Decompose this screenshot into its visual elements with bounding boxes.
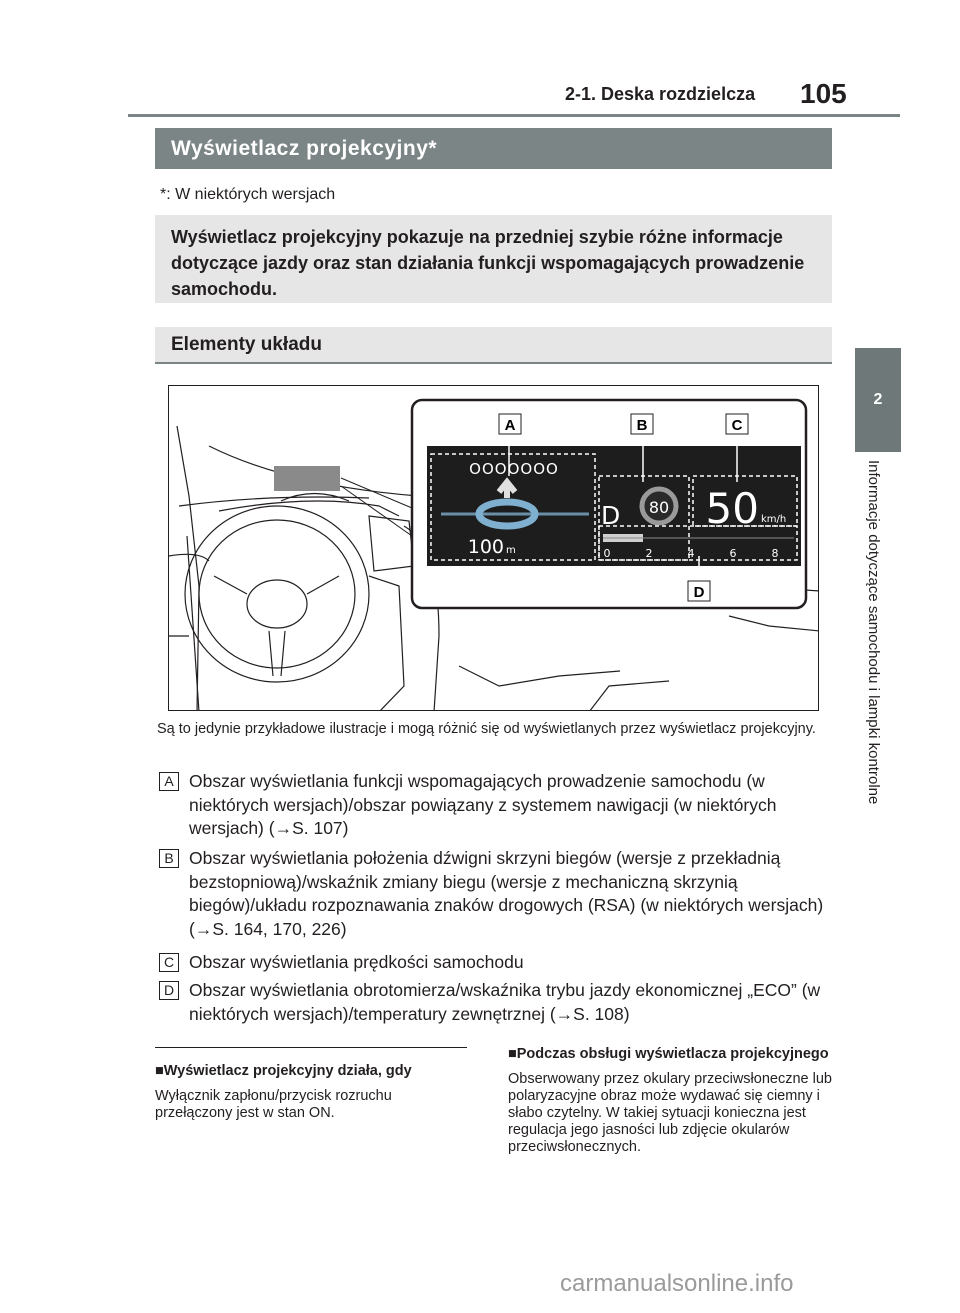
item-label: A <box>159 772 179 791</box>
page-number: 105 <box>800 78 847 109</box>
header-rule <box>128 114 900 117</box>
footnote: *: W niektórych wersjach <box>160 186 336 203</box>
speed-value: 50 <box>705 484 759 533</box>
hud-illustration <box>168 385 819 711</box>
speed-unit: km/h <box>761 514 787 525</box>
left-note-body: Wyłącznik zapłonu/przycisk rozruchu przełączony jest w stan ON. <box>155 1088 392 1121</box>
chapter-title: Informacje dotyczące samochodu i lampki kontrolne <box>865 460 882 805</box>
callout-b: B <box>636 417 648 434</box>
item-label: D <box>159 981 179 1000</box>
tach-label: 0 <box>603 547 611 560</box>
tach-label: 8 <box>771 547 779 560</box>
list-item <box>159 979 831 1026</box>
callout-d: D <box>693 584 705 601</box>
section-title: Wyświetlacz projekcyjny* <box>155 128 832 169</box>
tach-label: 2 <box>645 547 653 560</box>
distance-value: 100 <box>467 536 504 558</box>
item-label: B <box>159 849 179 868</box>
callout-a: A <box>504 417 516 434</box>
column-rule <box>155 1047 467 1048</box>
chapter-tab: 2 <box>855 348 901 452</box>
item-label: C <box>159 953 179 972</box>
item-text: Obszar wyświetlania funkcji wspomagających prowadzenie samochodu (w niektórych wersjach)/obszar powiązany z systemem nawigacji (w niektórych wersjach) (→S. 107) <box>189 771 777 838</box>
left-note <box>155 1063 470 1122</box>
subsection-title: Elementy układu <box>155 327 832 364</box>
hud-projection-patch <box>274 466 340 491</box>
left-note-heading: ■Wyświetlacz projekcyjny działa, gdy <box>155 1063 412 1079</box>
list-item <box>159 847 831 941</box>
list-item <box>159 951 831 975</box>
gear-indicator: D <box>601 501 621 530</box>
figure-caption: Są to jedynie przykładowe ilustracje i mogą różnić się od wyświetlanych przez wyświetlacz projekcyjny. <box>157 721 816 737</box>
hud-illustration-svg <box>169 386 819 711</box>
intro-box: Wyświetlacz projekcyjny pokazuje na przedniej szybie różne informacje dotyczące jazdy oraz stan działania funkcji wspomagających prowadzenie samochodu. <box>155 215 832 303</box>
right-note-body: Obserwowany przez okulary przeciwsłoneczne lub polaryzacyjne obraz może wydawać się ciemny i słabo czytelny. W takiej sytuacji konieczna jest regulacja jego jasności lub zdjęcie okularów przeciwsłonecznych. <box>508 1071 832 1155</box>
right-note <box>508 1046 832 1156</box>
lane-circles: OOOOOOO <box>469 460 559 478</box>
watermark: carmanualsonline.info <box>560 1270 794 1297</box>
tach-label: 6 <box>729 547 737 560</box>
speed-limit-value: 80 <box>648 498 670 517</box>
item-text: Obszar wyświetlania obrotomierza/wskaźnika trybu jazdy ekonomicznej „ECO” (w niektórych wersjach)/temperatury zewnętrznej (→S. 108) <box>189 980 821 1024</box>
tach-label: 4 <box>687 547 695 560</box>
list-item <box>159 770 831 841</box>
section-header: 2-1. Deska rozdzielcza <box>565 84 756 104</box>
callout-c: C <box>731 417 743 434</box>
distance-unit: m <box>506 545 516 556</box>
item-text: Obszar wyświetlania prędkości samochodu <box>189 952 524 972</box>
right-note-heading: ■Podczas obsługi wyświetlacza projekcyjnego <box>508 1046 829 1062</box>
item-text: Obszar wyświetlania położenia dźwigni skrzyni biegów (wersje z przekładnią bezstopniową)/wskaźnik zmiany biegu (wersje z mechaniczną skrzynią biegów)/układu rozpoznawania znaków drogowych (RSA) (w niektórych wersjach) (→S. 164, 170, 226) <box>189 848 824 939</box>
leader-lines <box>341 478 412 536</box>
